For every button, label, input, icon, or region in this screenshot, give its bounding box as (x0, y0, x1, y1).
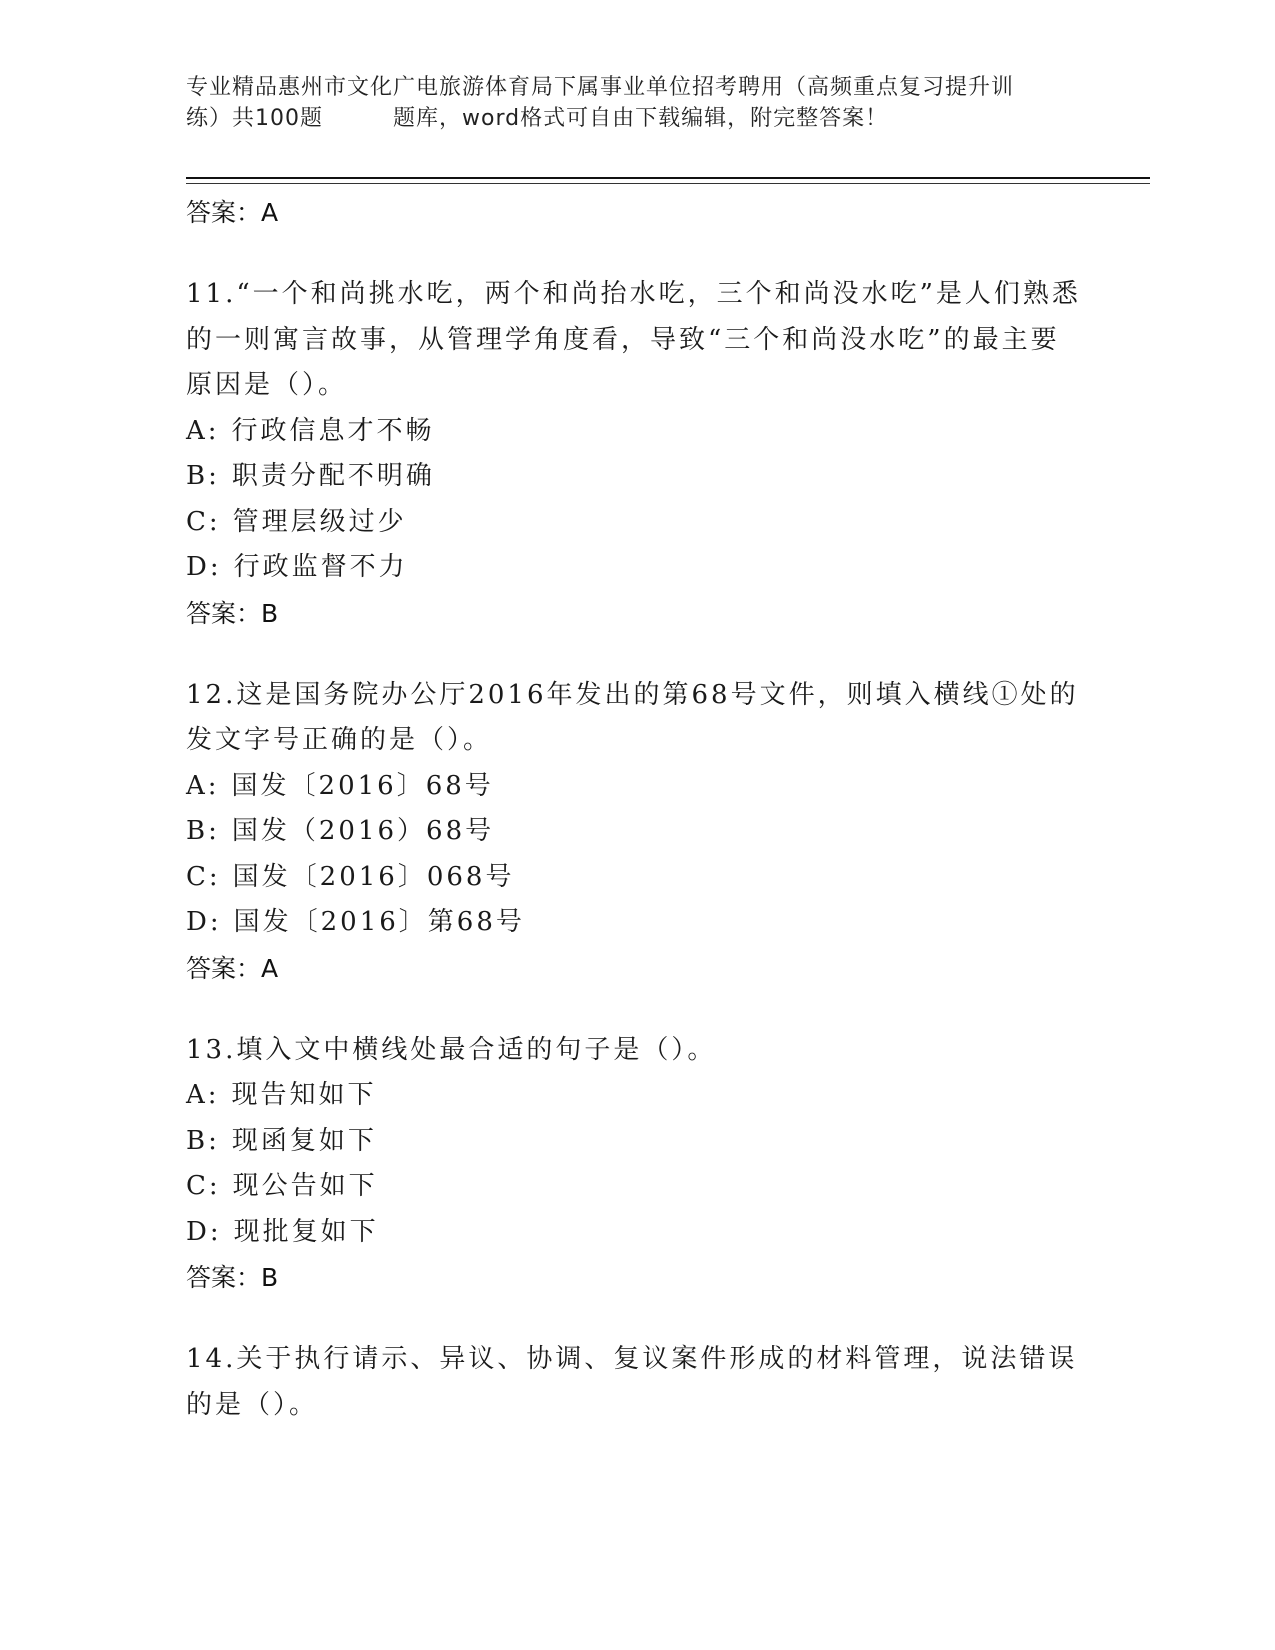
header-line-2-left: 练）共100题 (186, 106, 323, 131)
answer-label: 答案：A (186, 953, 279, 983)
answer-label: 答案：B (186, 598, 279, 628)
header-line-2 (186, 103, 1086, 134)
header-line-2-right: 题库，word格式可自由下载编辑，附完整答案！ (393, 106, 889, 131)
option-b (186, 1119, 1086, 1165)
option-a (186, 764, 1086, 810)
option-key: D: (186, 552, 222, 582)
option-text: 行政信息才不畅 (231, 415, 435, 446)
option-a (186, 409, 1086, 455)
question-stem: 12.这是国务院办公厅2016年发出的第68号文件，则填入横线①处的发文字号正确的是（）。 (186, 679, 1079, 755)
question-stem: 11.“一个和尚挑水吃，两个和尚抬水吃，三个和尚没水吃”是人们熟悉的一则寓言故事，从管理学角度看，导致“三个和尚没水吃”的最主要原因是（）。 (186, 279, 1081, 400)
option-key: A: (186, 415, 220, 446)
option-c (186, 855, 1086, 901)
option-text: 现公告如下 (232, 1171, 378, 1201)
option-text: 国发（2016）68号 (231, 816, 495, 846)
option-key: C: (186, 861, 221, 892)
document-header (186, 72, 1086, 134)
question-12 (186, 673, 1086, 991)
option-key: B: (186, 816, 220, 846)
option-c (186, 500, 1086, 546)
option-a (186, 1073, 1086, 1119)
option-text: 现函复如下 (231, 1125, 377, 1156)
option-text: 现批复如下 (233, 1216, 379, 1247)
option-text: 行政监督不力 (233, 552, 408, 582)
option-key: D: (186, 1216, 222, 1247)
option-text: 现告知如下 (231, 1080, 377, 1110)
question-11 (186, 272, 1086, 636)
header-line-1: 专业精品惠州市文化广电旅游体育局下属事业单位招考聘用（高频重点复习提升训 (186, 75, 1015, 100)
option-text: 国发〔2016〕68号 (231, 770, 494, 801)
option-key: B: (186, 1125, 220, 1156)
option-key: D: (186, 907, 222, 937)
option-key: C: (186, 1171, 221, 1201)
question-list (186, 190, 1086, 1428)
option-b (186, 809, 1086, 855)
answer-label: 答案：B (186, 1263, 279, 1292)
header-divider-thick (186, 177, 1150, 179)
option-key: A: (186, 770, 220, 801)
option-key: C: (186, 506, 221, 537)
option-d (186, 900, 1086, 946)
question-stem: 13.填入文中横线处最合适的句子是（）。 (186, 1034, 717, 1065)
option-text: 国发〔2016〕068号 (232, 861, 515, 892)
header-divider-thin (186, 183, 1150, 184)
option-text: 管理层级过少 (232, 506, 407, 537)
option-d (186, 545, 1086, 591)
question-14 (186, 1337, 1086, 1428)
option-key: B: (186, 461, 220, 491)
option-c (186, 1164, 1086, 1210)
option-text: 国发〔2016〕第68号 (233, 907, 525, 937)
option-d (186, 1210, 1086, 1256)
question-stem: 14.关于执行请示、异议、协调、复议案件形成的材料管理，说法错误的是（）。 (186, 1344, 1078, 1420)
question-13 (186, 1028, 1086, 1301)
option-b (186, 454, 1086, 500)
option-text: 职责分配不明确 (231, 461, 435, 491)
option-key: A: (186, 1080, 220, 1110)
answer-label: 答案：A (186, 198, 279, 227)
